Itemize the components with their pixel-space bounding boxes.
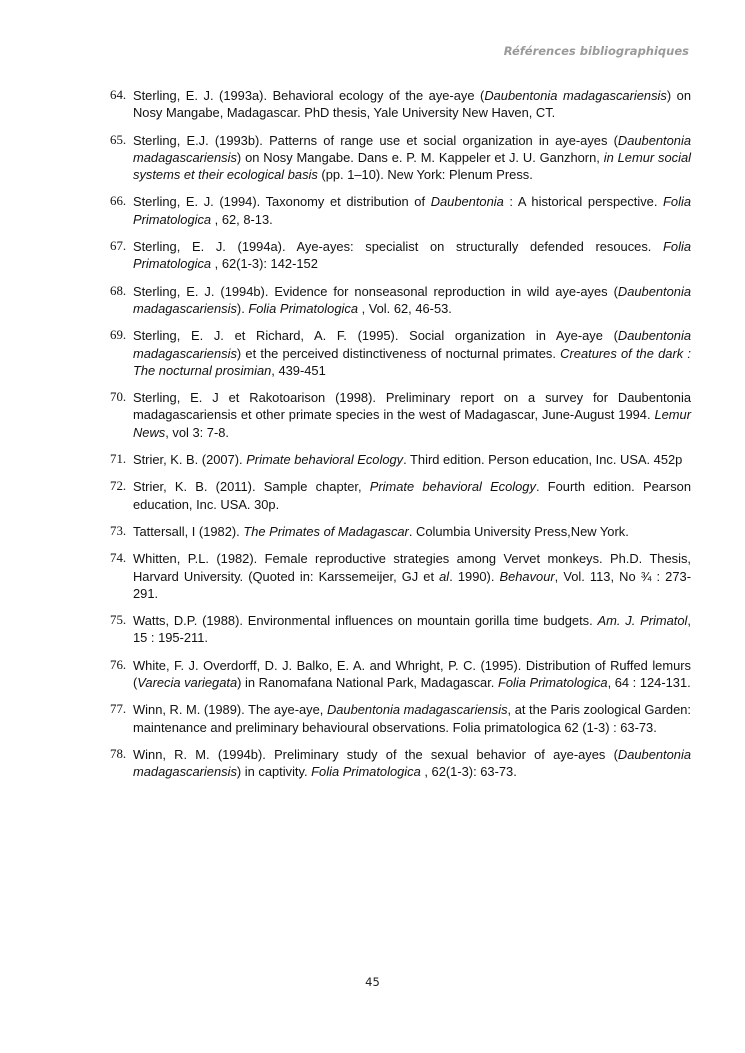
reference-italic-segment: Primate behavioral Ecology	[369, 479, 536, 495]
reference-segment: Tattersall, I (1982).	[133, 523, 244, 539]
reference-item	[110, 389, 691, 441]
reference-segment: . 1990).	[449, 568, 500, 584]
reference-segment: ) in Ranomafana National Park, Madagascar.	[237, 675, 498, 691]
reference-text	[133, 523, 691, 540]
reference-number: 65.	[110, 132, 127, 147]
reference-segment: , at the Paris zoological Garden: maintenance and preliminary behavioural observations. Folia primatologica 62 (1-3) : 63-73.	[133, 702, 691, 735]
reference-italic-segment: Am. J. Primatol	[597, 613, 688, 629]
reference-segment: : A historical perspective.	[503, 194, 664, 210]
reference-number: 72.	[110, 479, 127, 494]
reference-item	[110, 746, 691, 781]
reference-italic-segment: Folia Primatologica	[133, 239, 691, 272]
reference-italic-segment: Varecia variegata	[137, 675, 238, 691]
reference-italic-segment: The Primates of Madagascar	[243, 523, 409, 539]
reference-segment: , 62(1-3): 63-73.	[420, 764, 517, 780]
reference-italic-segment: Daubentonia madagascariensis	[484, 88, 667, 103]
reference-italic-segment: Folia Primatologica	[248, 300, 358, 316]
reference-segment: , 62(1-3): 142-152	[211, 256, 318, 272]
reference-segment: Sterling, E. J. (1994). Taxonomy et distribution of	[133, 194, 431, 210]
reference-segment: ) et the perceived distinctiveness of nocturnal primates.	[236, 345, 561, 361]
reference-number: 74.	[110, 551, 127, 566]
reference-number: 71.	[110, 452, 127, 467]
reference-segment: , 439-451	[271, 362, 326, 378]
reference-item	[110, 657, 691, 692]
reference-text	[133, 327, 691, 379]
reference-segment: . Columbia University Press,New York.	[408, 523, 629, 539]
reference-text	[133, 746, 691, 781]
reference-text	[133, 657, 691, 692]
reference-number: 73.	[110, 523, 127, 538]
reference-italic-segment: al	[439, 568, 450, 584]
running-header: Références bibliographiques	[503, 44, 689, 58]
reference-item	[110, 701, 691, 736]
reference-number: 64.	[110, 88, 127, 102]
reference-segment: . Third edition. Person education, Inc. USA. 452p	[403, 452, 683, 468]
reference-segment: Winn, R. M. (1994b). Preliminary study of the sexual behavior of aye-ayes (	[133, 746, 618, 762]
reference-number: 78.	[110, 746, 127, 761]
reference-text	[133, 701, 691, 736]
reference-item	[110, 193, 691, 228]
reference-segment: Sterling, E. J et Rakotoarison (1998). Preliminary report on a survey for Daubentonia madagascariensis et other primate species in the west of Madagascar, June-August 1994.	[133, 390, 691, 423]
reference-number: 66.	[110, 194, 127, 209]
reference-italic-segment: Behavour	[499, 568, 555, 584]
reference-item	[110, 87, 691, 122]
reference-number: 75.	[110, 613, 127, 628]
reference-number: 70.	[110, 390, 127, 405]
reference-segment: ).	[236, 300, 249, 316]
reference-number: 69.	[110, 328, 127, 343]
reference-item	[110, 523, 691, 540]
reference-segment: Watts, D.P. (1988). Environmental influences on mountain gorilla time budgets.	[133, 613, 598, 629]
reference-italic-segment: Daubentonia madagascariensis	[133, 132, 691, 165]
reference-segment: ) on Nosy Mangabe, Madagascar. PhD thesis, Yale University New Haven, CT.	[133, 88, 692, 121]
reference-italic-segment: Daubentonia madagascariensis	[133, 328, 691, 361]
reference-segment: , 15 : 195-211.	[133, 613, 691, 646]
reference-number: 67.	[110, 239, 127, 254]
reference-text	[133, 612, 691, 647]
reference-number: 77.	[110, 702, 127, 717]
reference-segment: Winn, R. M. (1989). The aye-aye,	[133, 702, 327, 718]
reference-segment: , Vol. 113, No ¾ : 273-291.	[133, 568, 691, 601]
reference-segment: Sterling, E. J. et Richard, A. F. (1995). Social organization in Aye-aye (	[133, 328, 618, 344]
reference-text	[133, 451, 691, 468]
reference-italic-segment: Creatures of the dark : The nocturnal prosimian	[133, 345, 691, 378]
reference-italic-segment: Folia Primatologica	[497, 675, 608, 691]
reference-item	[110, 451, 691, 468]
reference-text	[133, 283, 691, 318]
reference-item	[110, 132, 691, 184]
reference-italic-segment: Primate behavioral Ecology	[246, 452, 404, 468]
reference-number: 76.	[110, 657, 127, 672]
reference-segment: , Vol. 62, 46-53.	[358, 300, 452, 316]
reference-segment: ) on Nosy Mangabe. Dans e. P. M. Kappeler et J. U. Ganzhorn,	[236, 149, 604, 165]
reference-text	[133, 193, 691, 228]
reference-italic-segment: Lemur News	[133, 407, 691, 440]
reference-segment: , vol 3: 7-8.	[165, 424, 230, 440]
reference-italic-segment: Daubentonia	[430, 194, 504, 210]
reference-text	[133, 478, 691, 513]
reference-segment: Strier, K. B. (2011). Sample chapter,	[133, 479, 370, 495]
reference-text	[133, 87, 691, 122]
reference-segment: Whitten, P.L. (1982). Female reproductive strategies among Vervet monkeys. Ph.D. Thesis, Harvard University. (Quoted in: Karssemeijer, GJ et	[133, 551, 691, 584]
reference-segment: , 64 : 124-131.	[607, 675, 691, 691]
reference-item	[110, 550, 691, 602]
reference-segment: Sterling, E.J. (1993b). Patterns of range use et social organization in aye-ayes (	[133, 132, 618, 148]
reference-italic-segment: Daubentonia madagascariensis	[326, 702, 508, 718]
reference-italic-segment: in Lemur social systems et their ecological basis	[133, 149, 691, 183]
reference-item	[110, 238, 691, 273]
reference-segment: . Fourth edition. Pearson education, Inc. USA. 30p.	[133, 479, 691, 512]
reference-item	[110, 283, 691, 318]
reference-segment: Sterling, E. J. (1994a). Aye-ayes: specialist on structurally defended resouces.	[133, 239, 664, 255]
reference-text	[133, 132, 691, 184]
page-number: 45	[365, 975, 380, 989]
reference-item	[110, 612, 691, 647]
reference-segment: , 62, 8-13.	[211, 211, 273, 227]
reference-item	[110, 327, 691, 379]
reference-item	[110, 478, 691, 513]
reference-segment: Strier, K. B. (2007).	[133, 452, 247, 468]
reference-italic-segment: Folia Primatologica	[311, 764, 421, 780]
reference-text	[133, 238, 691, 273]
reference-italic-segment: Daubentonia madagascariensis	[133, 283, 691, 316]
reference-segment: ) in captivity.	[236, 764, 312, 780]
reference-segment: (pp. 1–10). New York: Plenum Press.	[317, 167, 533, 183]
reference-italic-segment: Daubentonia madagascariensis	[133, 746, 691, 780]
reference-segment: White, F. J. Overdorff, D. J. Balko, E. A. and Whright, P. C. (1995). Distribution of Ruffed lemurs (	[133, 657, 691, 691]
reference-number: 68.	[110, 283, 127, 298]
reference-list	[110, 87, 691, 791]
reference-italic-segment: Folia Primatologica	[133, 194, 691, 227]
reference-segment: Sterling, E. J. (1993a). Behavioral ecology of the aye-aye (	[133, 88, 485, 103]
reference-segment: Sterling, E. J. (1994b). Evidence for nonseasonal reproduction in wild aye-ayes (	[133, 283, 618, 299]
reference-text	[133, 550, 691, 602]
reference-text	[133, 389, 691, 441]
